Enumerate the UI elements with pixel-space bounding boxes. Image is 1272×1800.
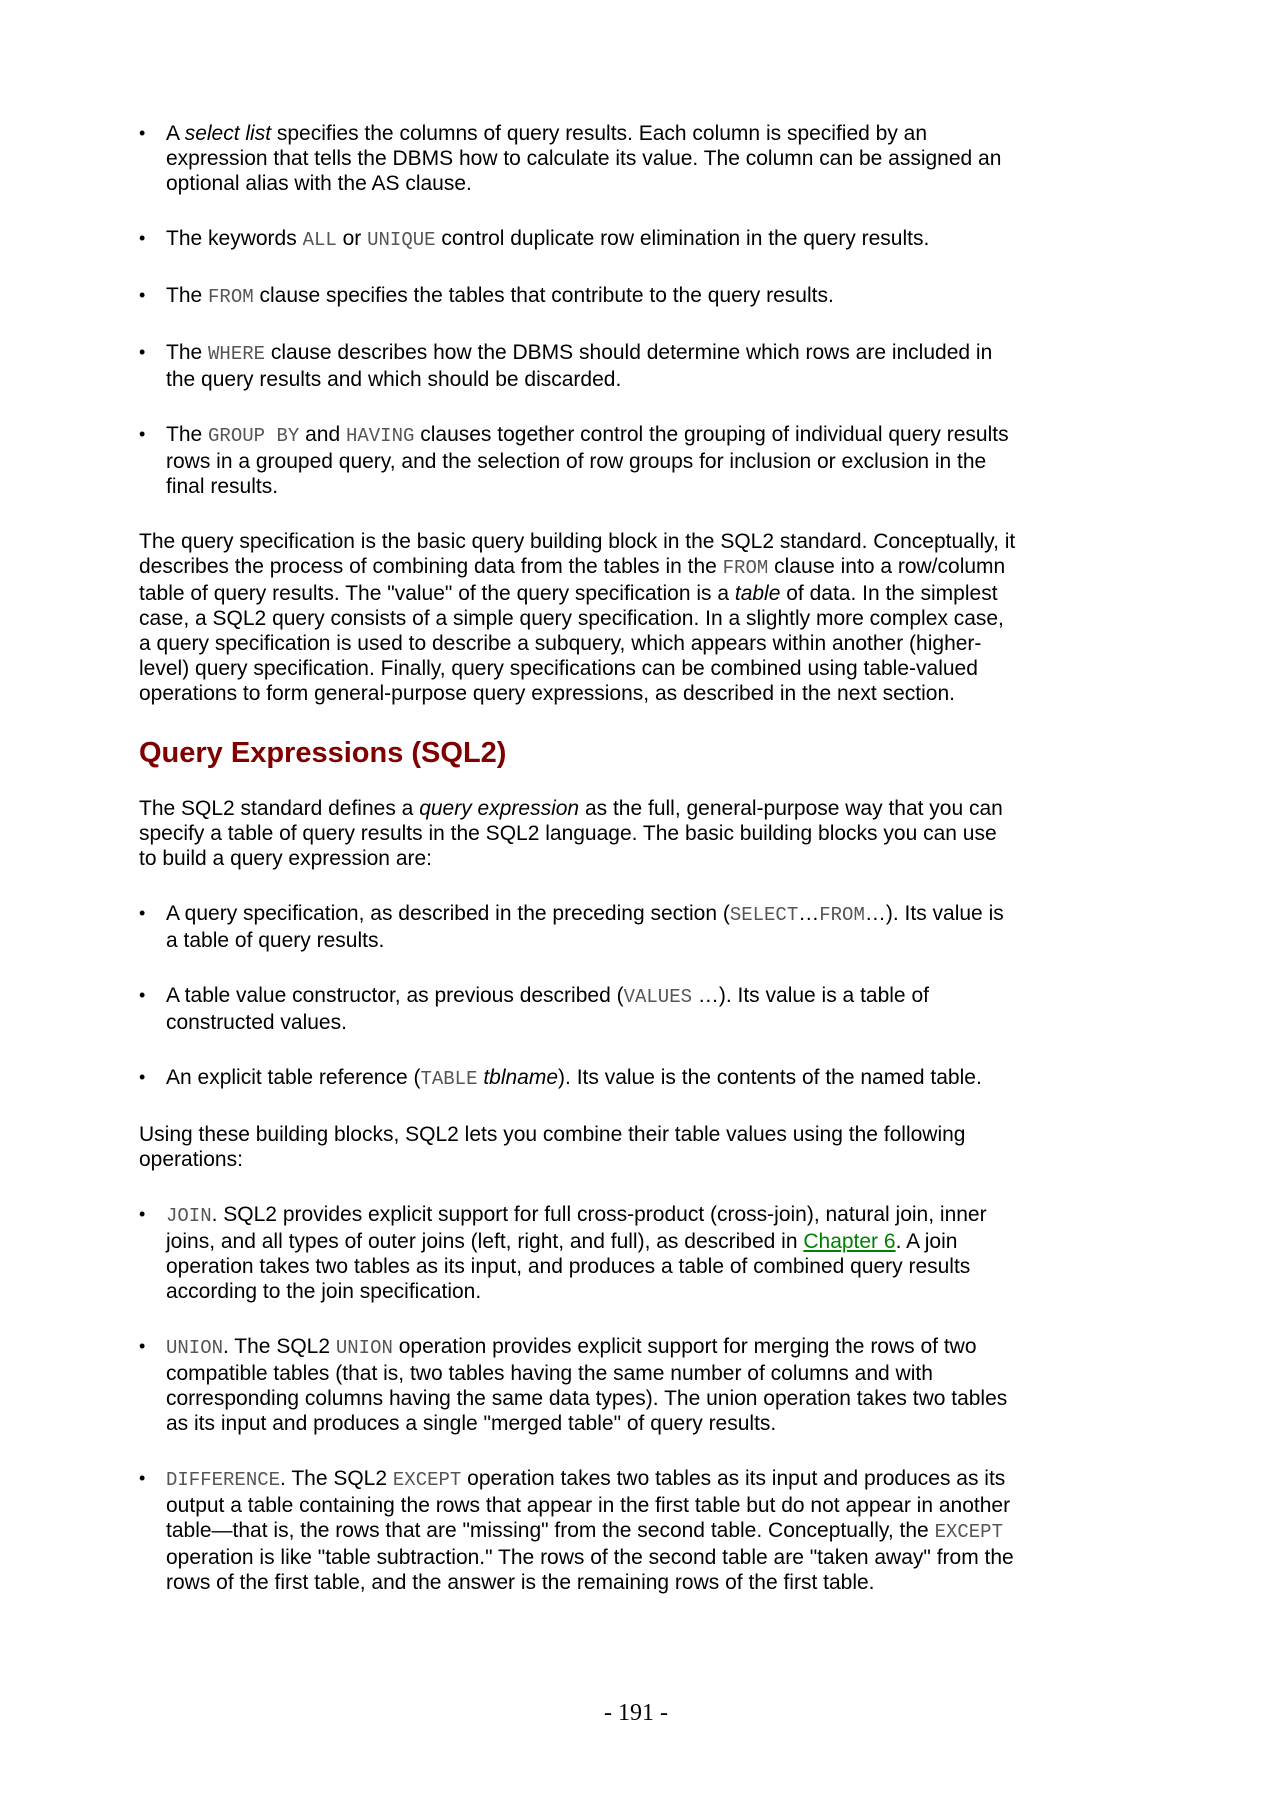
list-item-all-unique: • The keywords ALL or UNIQUE control duplicate row elimination in the query results. <box>139 227 930 251</box>
clause-list <box>139 121 1019 499</box>
bullet: • <box>139 1067 146 1087</box>
list-item-from: • The FROM clause specifies the tables that contribute to the query results. <box>139 284 834 308</box>
bullet: • <box>139 1336 146 1356</box>
operations-list <box>139 1202 1019 1595</box>
bullet: • <box>139 1468 146 1488</box>
list-item-difference: • DIFFERENCE. The SQL2 EXCEPT operation takes two tables as its input and produces as its output a table containing the rows that appear in the first table but do not appear in another table—that is, the rows that are "missing" from the second table. Conceptually, the EXCEPT operation is like "table subtraction." The rows of the second table are "taken away" from the rows of the first table, and the answer is the remaining rows of the first table. <box>139 1467 1014 1594</box>
paragraph-query-specification: The query specification is the basic query building block in the SQL2 standard. Conceptually, it describes the process of combining data from the tables in the FROM clause into a row/column table of query results. The "value" of the query specification is a table of data. In the simplest case, a SQL2 query consists of a simple query specification. In a slightly more complex case, a query specification is used to describe a subquery, which appears within another (higher-level) query specification. Finally, query specifications can be combined using table-valued operations to form general-purpose query expressions, as described in the next section. <box>139 530 1016 705</box>
bullet: • <box>139 1204 146 1224</box>
bullet: • <box>139 285 146 305</box>
bullet: • <box>139 342 146 362</box>
bullet: • <box>139 228 146 248</box>
list-item-group-by-having: • The GROUP BY and HAVING clauses together control the grouping of individual query results rows in a grouped query, and the selection of row groups for inclusion or exclusion in the final results. <box>139 423 1009 498</box>
paragraph-query-expression-intro: The SQL2 standard defines a query expression as the full, general-purpose way that you can specify a table of query results in the SQL2 language. The basic building blocks you can use to build a query expression are: <box>139 797 1003 870</box>
list-item-join: • JOIN. SQL2 provides explicit support for full cross-product (cross-join), natural join, inner joins, and all types of outer joins (left, right, and full), as described in Chapter 6. A join operation takes two tables as its input, and produces a table of combined query results according to the join specification. <box>139 1203 987 1303</box>
paragraph-operations-intro: Using these building blocks, SQL2 lets you combine their table values using the following operations: <box>139 1123 966 1171</box>
list-item-explicit-table-reference: • An explicit table reference (TABLE tblname). Its value is the contents of the named table. <box>139 1066 982 1090</box>
bullet: • <box>139 424 146 444</box>
list-item-where: • The WHERE clause describes how the DBMS should determine which rows are included in the query results and which should be discarded. <box>139 341 993 391</box>
page-content <box>139 121 1019 1625</box>
list-item-select-list: • A select list specifies the columns of query results. Each column is specified by an expression that tells the DBMS how to calculate its value. The column can be assigned an optional alias with the AS clause. <box>139 122 1002 195</box>
list-item-table-value-constructor: • A table value constructor, as previous described (VALUES …). Its value is a table of constructed values. <box>139 984 929 1034</box>
list-item-query-specification: • A query specification, as described in the preceding section (SELECT…FROM…). Its value is a table of query results. <box>139 902 1004 952</box>
chapter-6-link[interactable]: Chapter 6 <box>803 1230 896 1253</box>
bullet: • <box>139 903 146 923</box>
list-item-union: • UNION. The SQL2 UNION operation provides explicit support for merging the rows of two compatible tables (that is, two tables having the same number of columns and with corresponding columns having the same data types). The union operation takes two tables as its input and produces a single "merged table" of query results. <box>139 1335 1008 1435</box>
bullet: • <box>139 985 146 1005</box>
section-heading: Query Expressions (SQL2) <box>139 737 507 769</box>
page-number: - 191 - <box>604 1700 668 1726</box>
bullet: • <box>139 123 146 143</box>
building-blocks-list <box>139 901 1019 1092</box>
